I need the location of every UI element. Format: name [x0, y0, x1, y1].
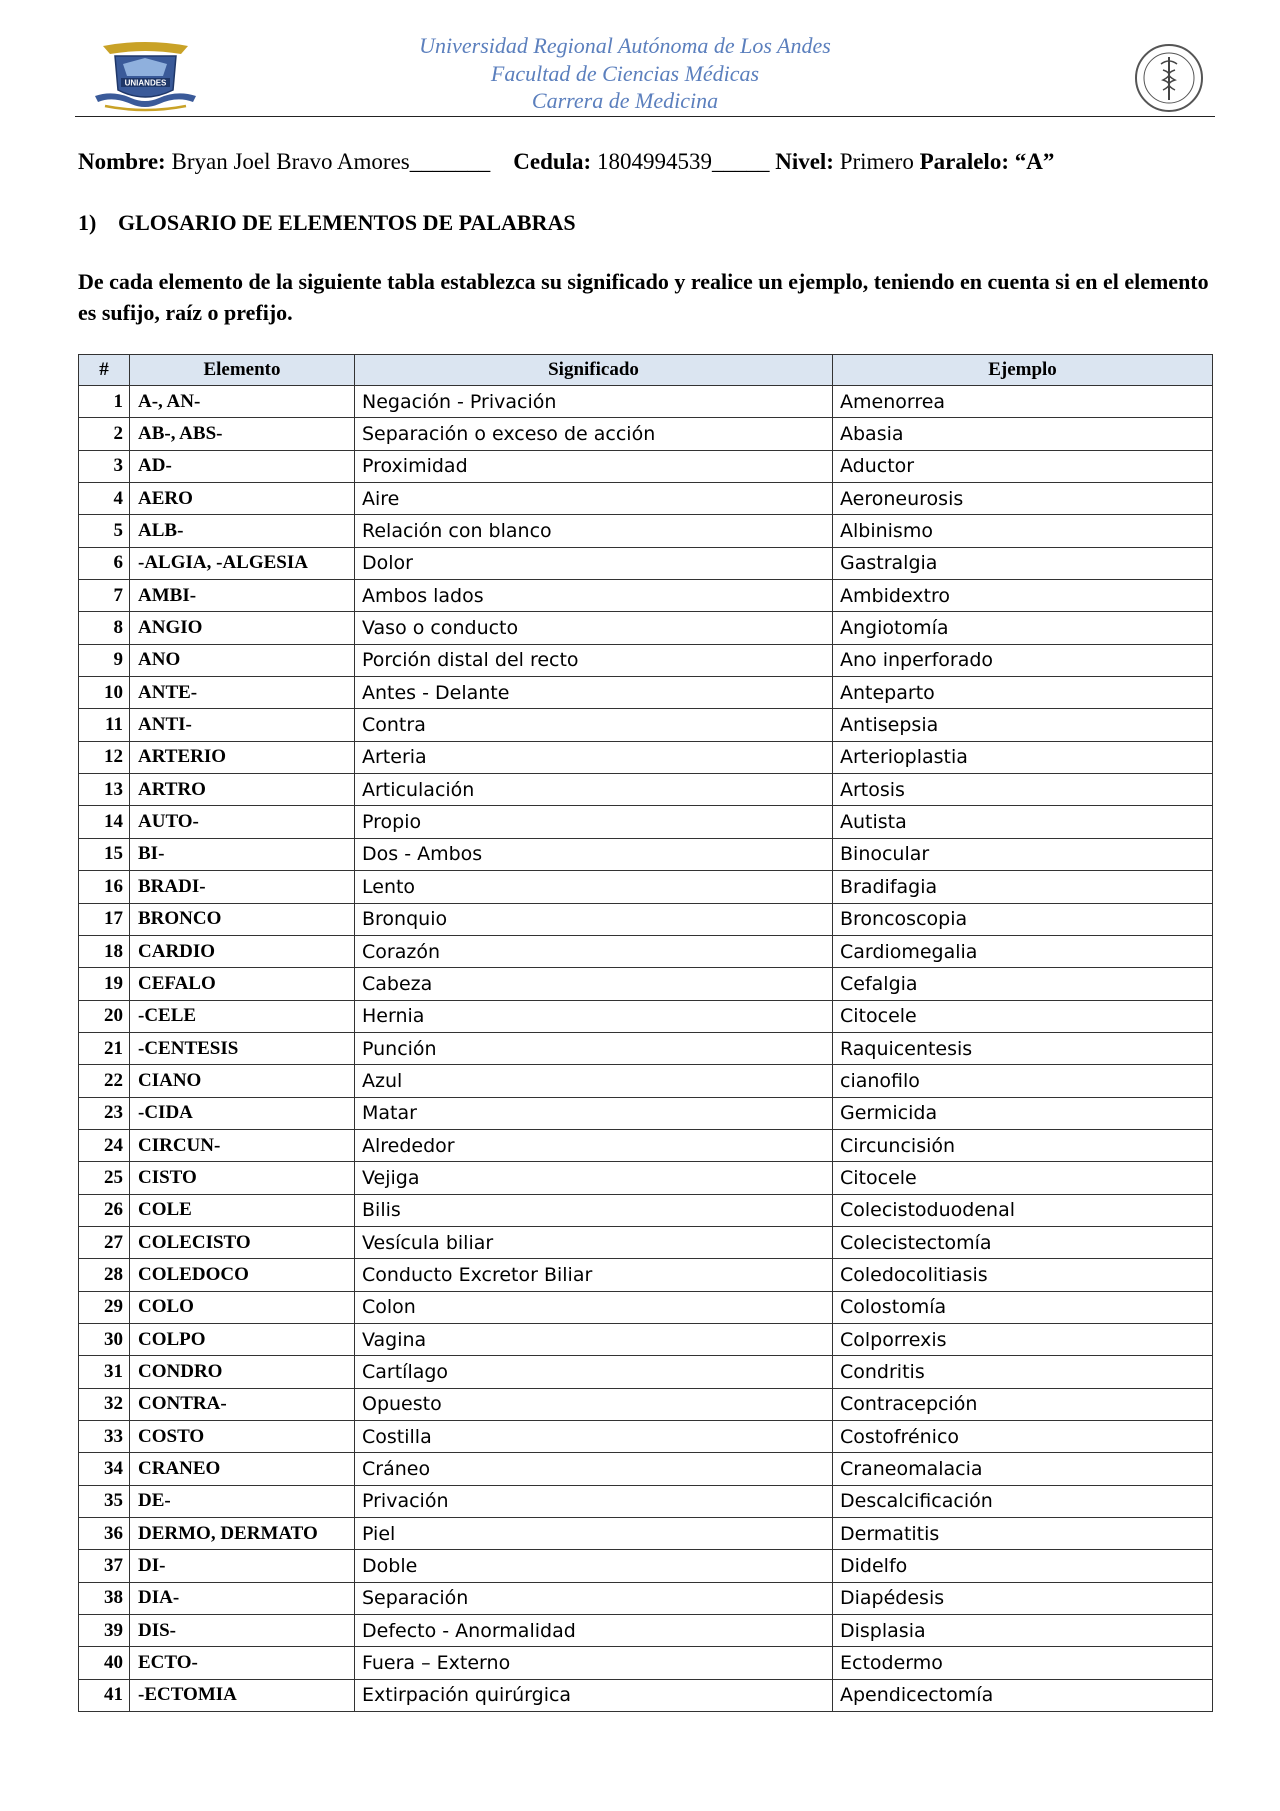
- row-example: Abasia: [833, 418, 1213, 450]
- row-element: ANTE-: [130, 677, 355, 709]
- row-meaning: Conducto Excretor Biliar: [355, 1259, 833, 1291]
- row-meaning: Aire: [355, 483, 833, 515]
- row-element: COSTO: [130, 1421, 355, 1453]
- table-row: [79, 1550, 1213, 1582]
- table-row: [79, 1679, 1213, 1711]
- row-example: Apendicectomía: [833, 1679, 1213, 1711]
- row-element: DE-: [130, 1485, 355, 1517]
- row-example: Anteparto: [833, 677, 1213, 709]
- glossary-table: [78, 354, 1213, 1712]
- row-meaning: Extirpación quirúrgica: [355, 1679, 833, 1711]
- row-number: 25: [79, 1162, 130, 1194]
- table-row: [79, 1421, 1213, 1453]
- row-element: A-, AN-: [130, 386, 355, 418]
- row-number: 10: [79, 677, 130, 709]
- row-number: 33: [79, 1421, 130, 1453]
- row-example: Citocele: [833, 1162, 1213, 1194]
- row-example: Broncoscopia: [833, 903, 1213, 935]
- table-row: [79, 1032, 1213, 1064]
- faculty-name: Facultad de Ciencias Médicas: [490, 60, 760, 86]
- name-label: Nombre:: [78, 149, 166, 174]
- header-meaning: Significado: [355, 355, 833, 386]
- header-number: #: [79, 355, 130, 386]
- row-example: Binocular: [833, 838, 1213, 870]
- row-meaning: Cartílago: [355, 1356, 833, 1388]
- table-row: [79, 1129, 1213, 1161]
- row-meaning: Separación: [355, 1582, 833, 1614]
- table-row: [79, 871, 1213, 903]
- table-row: [79, 774, 1213, 806]
- row-element: DIA-: [130, 1582, 355, 1614]
- table-row: [79, 838, 1213, 870]
- row-example: Arterioplastia: [833, 741, 1213, 773]
- row-number: 2: [79, 418, 130, 450]
- row-element: BI-: [130, 838, 355, 870]
- id-label: Cedula:: [513, 149, 592, 174]
- row-example: Circuncisión: [833, 1129, 1213, 1161]
- table-row: [79, 1323, 1213, 1355]
- header-example: Ejemplo: [833, 355, 1213, 386]
- row-element: ECTO-: [130, 1647, 355, 1679]
- table-row: [79, 386, 1213, 418]
- table-row: [79, 1291, 1213, 1323]
- level-value: Primero: [839, 149, 914, 174]
- id-value: 1804994539_____: [596, 149, 770, 174]
- row-element: -CIDA: [130, 1097, 355, 1129]
- table-row: [79, 1485, 1213, 1517]
- row-number: 22: [79, 1065, 130, 1097]
- row-example: Displasia: [833, 1615, 1213, 1647]
- row-meaning: Opuesto: [355, 1388, 833, 1420]
- table-row: [79, 935, 1213, 967]
- row-meaning: Fuera – Externo: [355, 1647, 833, 1679]
- row-meaning: Vesícula biliar: [355, 1226, 833, 1258]
- table-row: [79, 709, 1213, 741]
- table-row: [79, 1388, 1213, 1420]
- row-element: ARTRO: [130, 774, 355, 806]
- table-row: [79, 1194, 1213, 1226]
- row-element: COLEDOCO: [130, 1259, 355, 1291]
- row-element: CONDRO: [130, 1356, 355, 1388]
- row-example: Autista: [833, 806, 1213, 838]
- row-example: Ambidextro: [833, 580, 1213, 612]
- row-meaning: Punción: [355, 1032, 833, 1064]
- row-number: 11: [79, 709, 130, 741]
- row-meaning: Dos - Ambos: [355, 838, 833, 870]
- table-row: [79, 741, 1213, 773]
- row-meaning: Defecto - Anormalidad: [355, 1615, 833, 1647]
- row-example: Didelfo: [833, 1550, 1213, 1582]
- row-meaning: Bilis: [355, 1194, 833, 1226]
- table-row: [79, 483, 1213, 515]
- row-example: Artosis: [833, 774, 1213, 806]
- table-row: [79, 1162, 1213, 1194]
- row-number: 5: [79, 515, 130, 547]
- row-element: COLPO: [130, 1323, 355, 1355]
- table-row: [79, 1226, 1213, 1258]
- row-meaning: Separación o exceso de acción: [355, 418, 833, 450]
- row-number: 9: [79, 644, 130, 676]
- row-number: 40: [79, 1647, 130, 1679]
- row-example: Antisepsia: [833, 709, 1213, 741]
- row-meaning: Articulación: [355, 774, 833, 806]
- row-number: 19: [79, 968, 130, 1000]
- row-meaning: Cabeza: [355, 968, 833, 1000]
- student-info-line: [78, 149, 1054, 175]
- row-number: 8: [79, 612, 130, 644]
- row-element: CIRCUN-: [130, 1129, 355, 1161]
- row-element: BRADI-: [130, 871, 355, 903]
- row-meaning: Piel: [355, 1518, 833, 1550]
- row-meaning: Azul: [355, 1065, 833, 1097]
- row-example: Germicida: [833, 1097, 1213, 1129]
- row-example: Condritis: [833, 1356, 1213, 1388]
- row-example: Colporrexis: [833, 1323, 1213, 1355]
- table-row: [79, 1453, 1213, 1485]
- row-meaning: Proximidad: [355, 450, 833, 482]
- row-meaning: Relación con blanco: [355, 515, 833, 547]
- row-element: DI-: [130, 1550, 355, 1582]
- row-example: Aductor: [833, 450, 1213, 482]
- row-element: AD-: [130, 450, 355, 482]
- row-example: Bradifagia: [833, 871, 1213, 903]
- header-element: Elemento: [130, 355, 355, 386]
- row-element: COLE: [130, 1194, 355, 1226]
- row-meaning: Propio: [355, 806, 833, 838]
- row-number: 6: [79, 547, 130, 579]
- table-row: [79, 644, 1213, 676]
- name-value: Bryan Joel Bravo Amores_______: [171, 149, 491, 174]
- row-number: 14: [79, 806, 130, 838]
- row-element: AMBI-: [130, 580, 355, 612]
- section-title: [78, 210, 576, 236]
- row-element: ANTI-: [130, 709, 355, 741]
- table-row: [79, 1097, 1213, 1129]
- table-row: [79, 1647, 1213, 1679]
- row-example: Cardiomegalia: [833, 935, 1213, 967]
- row-example: Albinismo: [833, 515, 1213, 547]
- row-meaning: Antes - Delante: [355, 677, 833, 709]
- row-number: 36: [79, 1518, 130, 1550]
- row-element: ARTERIO: [130, 741, 355, 773]
- row-number: 27: [79, 1226, 130, 1258]
- row-meaning: Contra: [355, 709, 833, 741]
- row-number: 29: [79, 1291, 130, 1323]
- row-number: 28: [79, 1259, 130, 1291]
- row-element: -ALGIA, -ALGESIA: [130, 547, 355, 579]
- row-number: 34: [79, 1453, 130, 1485]
- document-header: [75, 28, 1215, 117]
- row-element: BRONCO: [130, 903, 355, 935]
- row-example: Dermatitis: [833, 1518, 1213, 1550]
- row-number: 21: [79, 1032, 130, 1064]
- row-element: AUTO-: [130, 806, 355, 838]
- row-example: Costofrénico: [833, 1421, 1213, 1453]
- row-example: Descalcificación: [833, 1485, 1213, 1517]
- row-example: Diapédesis: [833, 1582, 1213, 1614]
- instruction-text: De cada elemento de la siguiente tabla establezca su significado y realice un ejemplo, teniendo en cuenta si en el elemento es sufijo, raíz o prefijo.: [78, 269, 1209, 325]
- medicine-seal-icon: [1133, 42, 1205, 114]
- row-example: Craneomalacia: [833, 1453, 1213, 1485]
- row-meaning: Ambos lados: [355, 580, 833, 612]
- row-number: 3: [79, 450, 130, 482]
- row-element: CONTRA-: [130, 1388, 355, 1420]
- parallel-label: Paralelo:: [919, 149, 1009, 174]
- row-element: -ECTOMIA: [130, 1679, 355, 1711]
- row-number: 31: [79, 1356, 130, 1388]
- row-meaning: Matar: [355, 1097, 833, 1129]
- header-text-block: [75, 32, 1215, 115]
- row-number: 23: [79, 1097, 130, 1129]
- row-example: Colecistoduodenal: [833, 1194, 1213, 1226]
- row-number: 18: [79, 935, 130, 967]
- row-number: 37: [79, 1550, 130, 1582]
- row-element: DERMO, DERMATO: [130, 1518, 355, 1550]
- row-meaning: Alrededor: [355, 1129, 833, 1161]
- row-meaning: Arteria: [355, 741, 833, 773]
- row-number: 24: [79, 1129, 130, 1161]
- row-meaning: Dolor: [355, 547, 833, 579]
- row-meaning: Hernia: [355, 1000, 833, 1032]
- row-number: 41: [79, 1679, 130, 1711]
- table-row: [79, 580, 1213, 612]
- row-example: Ectodermo: [833, 1647, 1213, 1679]
- table-header-row: [79, 355, 1213, 386]
- logo-text: UNIANDES: [124, 78, 167, 88]
- row-meaning: Lento: [355, 871, 833, 903]
- table-row: [79, 1615, 1213, 1647]
- row-element: COLECISTO: [130, 1226, 355, 1258]
- table-row: [79, 1518, 1213, 1550]
- table-row: [79, 806, 1213, 838]
- row-element: -CENTESIS: [130, 1032, 355, 1064]
- table-row: [79, 1259, 1213, 1291]
- row-number: 1: [79, 386, 130, 418]
- row-number: 39: [79, 1615, 130, 1647]
- row-element: DIS-: [130, 1615, 355, 1647]
- row-example: Colostomía: [833, 1291, 1213, 1323]
- row-example: Cefalgia: [833, 968, 1213, 1000]
- row-example: Raquicentesis: [833, 1032, 1213, 1064]
- row-element: AERO: [130, 483, 355, 515]
- row-number: 15: [79, 838, 130, 870]
- row-meaning: Privación: [355, 1485, 833, 1517]
- row-number: 30: [79, 1323, 130, 1355]
- row-meaning: Vejiga: [355, 1162, 833, 1194]
- row-meaning: Negación - Privación: [355, 386, 833, 418]
- row-number: 4: [79, 483, 130, 515]
- row-element: CARDIO: [130, 935, 355, 967]
- row-example: Coledocolitiasis: [833, 1259, 1213, 1291]
- row-element: -CELE: [130, 1000, 355, 1032]
- row-example: Colecistectomía: [833, 1226, 1213, 1258]
- row-element: CIANO: [130, 1065, 355, 1097]
- row-meaning: Vagina: [355, 1323, 833, 1355]
- row-element: CISTO: [130, 1162, 355, 1194]
- table-row: [79, 968, 1213, 1000]
- table-row: [79, 418, 1213, 450]
- row-meaning: Porción distal del recto: [355, 644, 833, 676]
- row-example: Amenorrea: [833, 386, 1213, 418]
- row-meaning: Cráneo: [355, 1453, 833, 1485]
- row-element: CRANEO: [130, 1453, 355, 1485]
- row-example: Ano inperforado: [833, 644, 1213, 676]
- table-row: [79, 612, 1213, 644]
- row-number: 20: [79, 1000, 130, 1032]
- level-label: Nivel:: [775, 149, 834, 174]
- row-number: 26: [79, 1194, 130, 1226]
- row-element: ANO: [130, 644, 355, 676]
- row-number: 17: [79, 903, 130, 935]
- row-number: 32: [79, 1388, 130, 1420]
- row-number: 13: [79, 774, 130, 806]
- parallel-value: “A”: [1014, 149, 1055, 174]
- row-example: Contracepción: [833, 1388, 1213, 1420]
- row-element: ALB-: [130, 515, 355, 547]
- section-number: 1): [78, 210, 97, 235]
- table-row: [79, 1582, 1213, 1614]
- row-example: Aeroneurosis: [833, 483, 1213, 515]
- row-element: AB-, ABS-: [130, 418, 355, 450]
- row-number: 35: [79, 1485, 130, 1517]
- table-row: [79, 903, 1213, 935]
- row-number: 7: [79, 580, 130, 612]
- row-example: cianofilo: [833, 1065, 1213, 1097]
- row-example: Citocele: [833, 1000, 1213, 1032]
- row-example: Angiotomía: [833, 612, 1213, 644]
- table-row: [79, 1356, 1213, 1388]
- row-example: Gastralgia: [833, 547, 1213, 579]
- row-number: 16: [79, 871, 130, 903]
- row-meaning: Corazón: [355, 935, 833, 967]
- career-name: Carrera de Medicina: [531, 88, 719, 113]
- table-row: [79, 547, 1213, 579]
- section-title-text: GLOSARIO DE ELEMENTOS DE PALABRAS: [118, 210, 576, 235]
- table-row: [79, 1065, 1213, 1097]
- table-row: [79, 677, 1213, 709]
- row-element: ANGIO: [130, 612, 355, 644]
- table-row: [79, 1000, 1213, 1032]
- row-meaning: Costilla: [355, 1421, 833, 1453]
- row-element: COLO: [130, 1291, 355, 1323]
- row-meaning: Doble: [355, 1550, 833, 1582]
- university-name: Universidad Regional Autónoma de Los Andes: [419, 33, 831, 58]
- table-row: [79, 515, 1213, 547]
- row-number: 12: [79, 741, 130, 773]
- table-row: [79, 450, 1213, 482]
- row-meaning: Bronquio: [355, 903, 833, 935]
- row-meaning: Colon: [355, 1291, 833, 1323]
- row-meaning: Vaso o conducto: [355, 612, 833, 644]
- row-number: 38: [79, 1582, 130, 1614]
- row-element: CEFALO: [130, 968, 355, 1000]
